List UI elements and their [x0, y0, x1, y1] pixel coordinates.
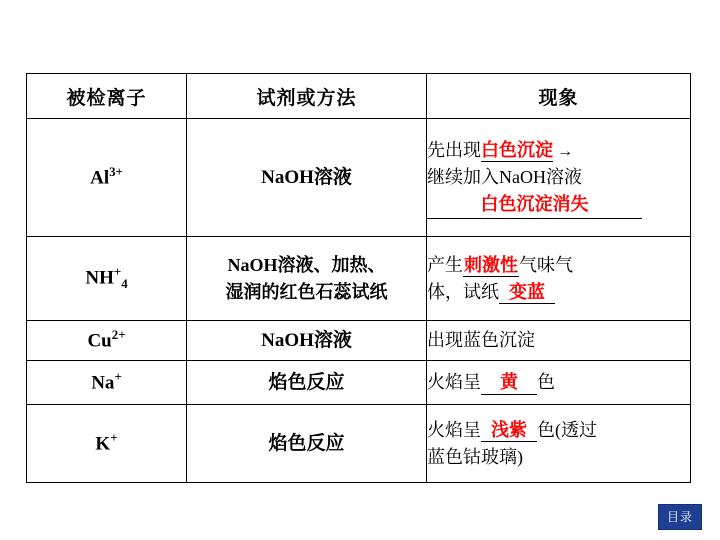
ion-charge: 2+ [111, 327, 126, 343]
phenomenon-line-1 [427, 369, 690, 396]
phenomenon-text-post: 色 [537, 372, 555, 392]
ion-charge: 3+ [109, 164, 123, 180]
phenomenon-line-1 [427, 137, 690, 164]
answer-blank-yellow: 黄 [481, 371, 537, 395]
answer-blank-precipitate-dissolves: 白色沉淀消失 [427, 191, 642, 219]
agent-cell-k: 焰色反应 [187, 405, 427, 483]
ion-symbol: NH [85, 267, 114, 289]
phenomenon-text: 火焰呈 [427, 419, 481, 440]
ion-detection-table [26, 73, 691, 483]
agent-line-2: 湿润的红色石蕊试纸 [225, 281, 388, 302]
phenomenon-line-1 [427, 252, 690, 279]
ion-symbol: Cu [87, 330, 112, 352]
phenomenon-cell-al [427, 119, 691, 237]
agent-cell-nh4 [187, 237, 427, 321]
table-row [27, 237, 691, 321]
column-header-agent: 试剂或方法 [187, 74, 427, 119]
phenomenon-line-2: 继续加入NaOH溶液 [427, 166, 582, 187]
phenomenon-text: 体，试纸 [427, 281, 499, 302]
agent-line-1: NaOH溶液、加热、 [227, 255, 386, 276]
ion-cell-na [27, 361, 187, 405]
table-header-row [27, 74, 691, 119]
agent-cell-cu: NaOH溶液 [187, 321, 427, 361]
answer-blank-pungent: 刺激性 [463, 254, 519, 278]
phenomenon-line-2: 蓝色钴玻璃) [427, 446, 523, 467]
ion-count: 4 [121, 276, 128, 292]
phenomenon-text: 火焰呈 [427, 372, 481, 392]
answer-blank-light-purple: 浅紫 [481, 419, 537, 443]
phenomenon-cell-cu [427, 321, 691, 361]
ion-cell-nh4 [27, 237, 187, 321]
table-row [27, 361, 691, 405]
ion-symbol: Al [90, 167, 110, 189]
table-row [27, 321, 691, 361]
ion-symbol: K [95, 433, 111, 455]
column-header-ion: 被检离子 [27, 74, 187, 119]
phenomenon-line-2 [427, 279, 690, 306]
table-row [27, 405, 691, 483]
phenomenon-text-post: 气味气 [519, 254, 573, 275]
agent-cell-al: NaOH溶液 [187, 119, 427, 237]
phenomenon-cell-k [427, 405, 691, 483]
menu-button[interactable]: 目录 [658, 504, 702, 530]
phenomenon-line-1: 出现蓝色沉淀 [427, 330, 535, 350]
phenomenon-text-post: 色(透过 [537, 419, 597, 440]
column-header-phenomenon: 现象 [427, 74, 691, 119]
phenomenon-cell-na [427, 361, 691, 405]
phenomenon-text: 先出现 [427, 139, 481, 160]
arrow-icon: → [557, 142, 573, 160]
ion-charge: + [110, 430, 118, 446]
phenomenon-text: 产生 [427, 254, 463, 275]
phenomenon-cell-nh4 [427, 237, 691, 321]
phenomenon-line-1 [427, 417, 690, 444]
ion-cell-al [27, 119, 187, 237]
ion-symbol: Na [91, 372, 115, 394]
answer-blank-turns-blue: 变蓝 [499, 281, 555, 305]
table-row [27, 119, 691, 237]
answer-blank-white-precipitate: 白色沉淀 [481, 139, 553, 163]
ion-charge: + [113, 264, 122, 280]
phenomenon-line-3 [427, 191, 690, 219]
agent-cell-na: 焰色反应 [187, 361, 427, 405]
ion-charge: + [114, 369, 122, 385]
ion-cell-cu [27, 321, 187, 361]
ion-cell-k [27, 405, 187, 483]
